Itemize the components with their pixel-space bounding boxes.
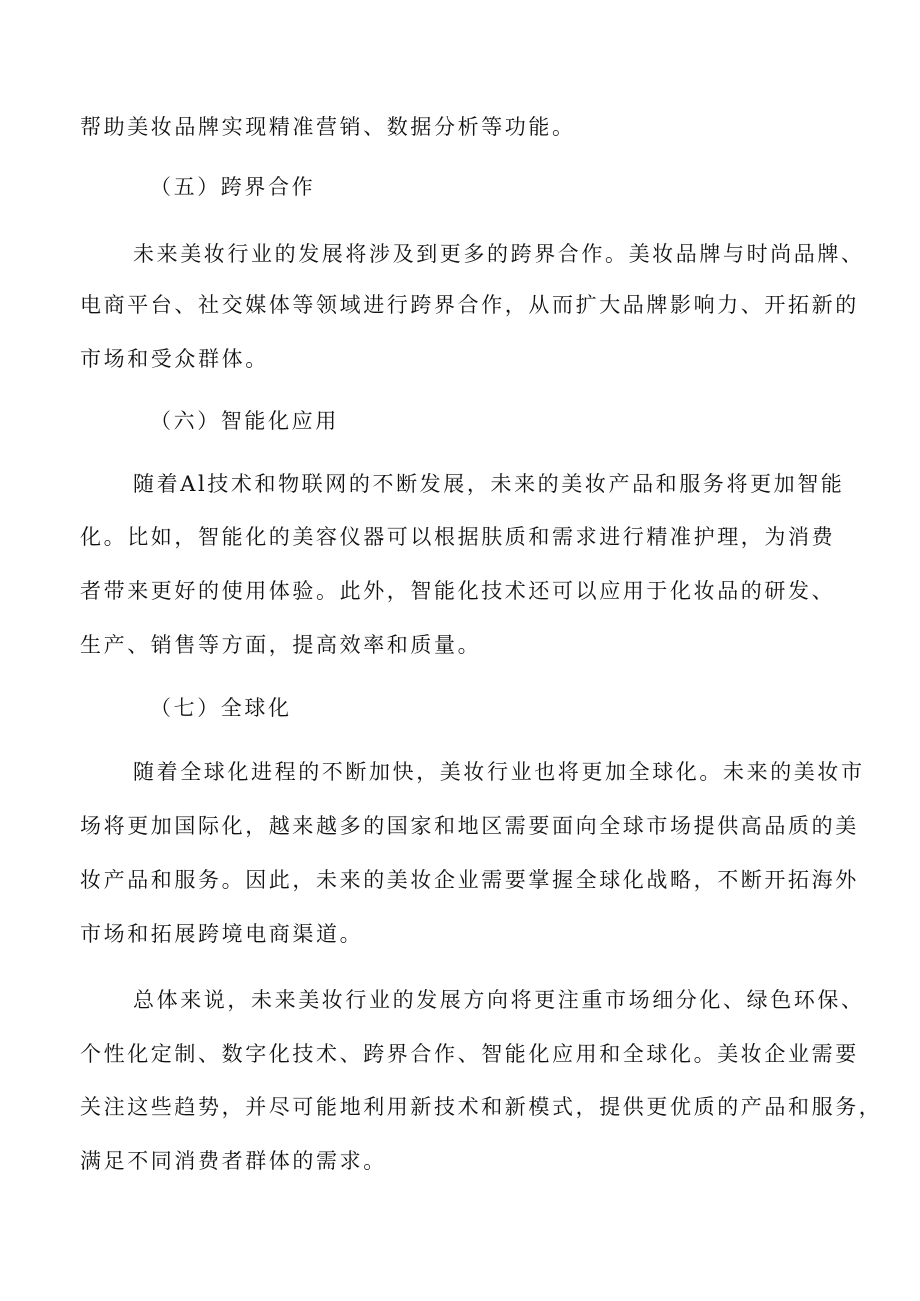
- paragraph-line: 未来美妆行业的发展将涉及到更多的跨界合作。美妆品牌与时尚品牌、: [133, 242, 865, 266]
- summary-line: 总体来说，未来美妆行业的发展方向将更注重市场细分化、绿色环保、: [133, 988, 865, 1012]
- summary-line: 个性化定制、数字化技术、跨界合作、智能化应用和全球化。美妆企业需要: [80, 1042, 859, 1066]
- paragraph-line: 生产、销售等方面，提高效率和质量。: [80, 633, 482, 657]
- paragraph-line: 随着Al技术和物联网的不断发展，未来的美妆产品和服务将更加智能: [133, 472, 845, 496]
- paragraph-line: 市场和受众群体。: [80, 347, 269, 371]
- section-heading-globalization: （七）全球化: [150, 696, 292, 720]
- paragraph-line: 妆产品和服务。因此，未来的美妆企业需要掌握全球化战略，不断开拓海外: [80, 868, 859, 892]
- summary-line: 满足不同消费者群体的需求。: [80, 1149, 387, 1173]
- paragraph-line: 市场和拓展跨境电商渠道。: [80, 922, 364, 946]
- section-heading-smart-application: （六）智能化应用: [150, 409, 339, 433]
- paragraph-line: 者带来更好的使用体验。此外，智能化技术还可以应用于化妆品的研发、: [80, 579, 836, 603]
- paragraph-line: 化。比如，智能化的美容仪器可以根据肤质和需求进行精准护理，为消费: [80, 525, 836, 549]
- paragraph-line: 场将更加国际化，越来越多的国家和地区需要面向全球市场提供高品质的美: [80, 814, 859, 838]
- paragraph-fragment-line: 帮助美妆品牌实现精准营销、数据分析等功能。: [80, 115, 576, 139]
- summary-line: 关注这些趋势，并尽可能地利用新技术和新模式，提供更优质的产品和服务，: [80, 1095, 883, 1119]
- paragraph-line: 电商平台、社交媒体等领域进行跨界合作，从而扩大品牌影响力、开拓新的: [80, 293, 859, 317]
- section-heading-cross-border: （五）跨界合作: [150, 175, 316, 199]
- paragraph-line: 随着全球化进程的不断加快，美妆行业也将更加全球化。未来的美妆市: [133, 760, 865, 784]
